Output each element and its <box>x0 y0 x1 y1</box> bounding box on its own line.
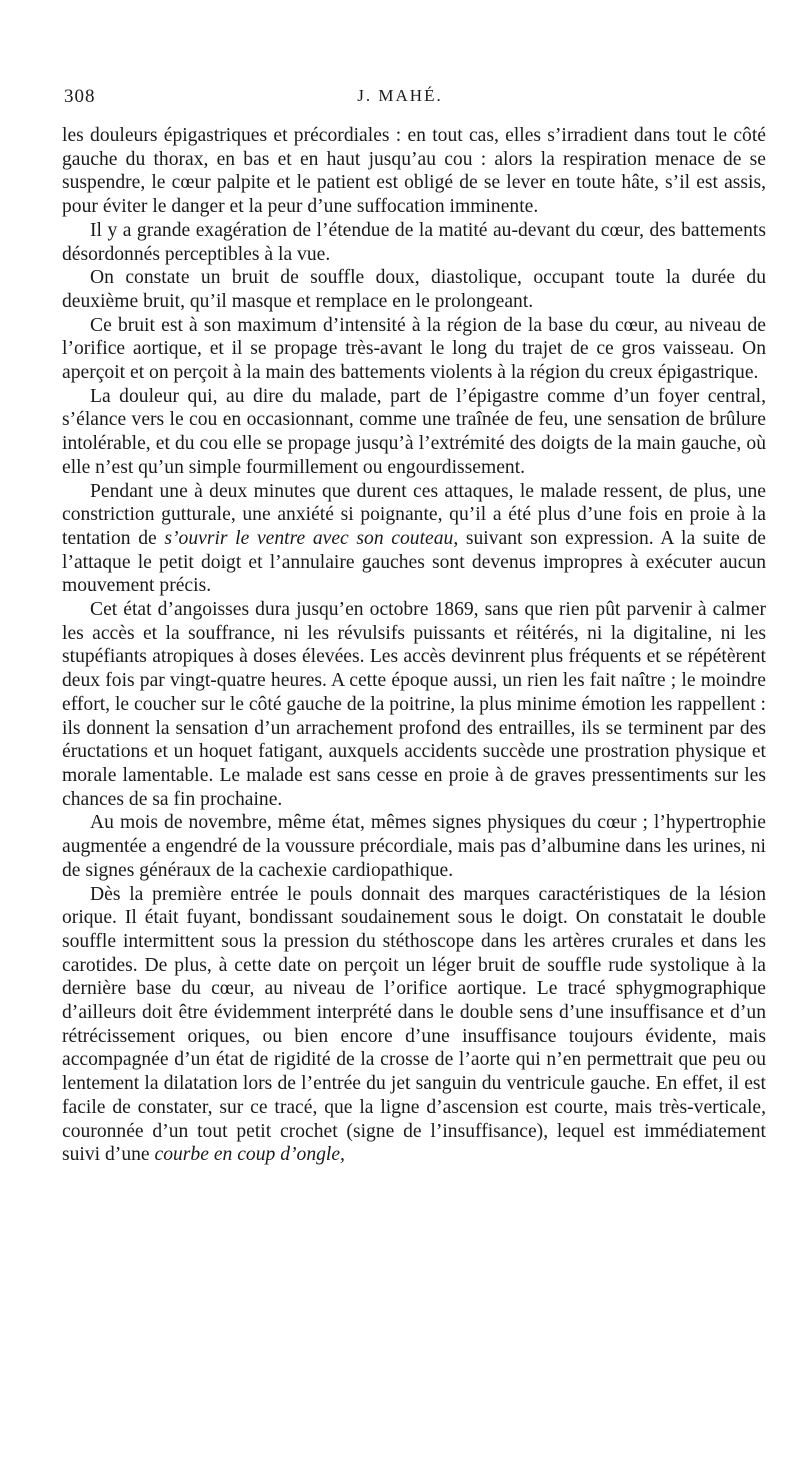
italic-phrase: courbe en coup d’ongle, <box>154 1144 345 1166</box>
text-run: les douleurs épigastriques et précordiales : en tout cas, elles s’irradient dans tout le côté gauche du thorax, en bas et en haut jusqu’au cou : alors la respiration menace de se suspendre, le cœur palpite et le patient est obligé de se lever en toute hâte, s’il est assis, pour éviter le danger et la peur d’une suffocation imminente. <box>62 125 766 218</box>
paragraph <box>62 385 766 480</box>
paragraph <box>62 266 766 313</box>
text-run: Pendant une à deux minutes que durent ces attaques, le malade ressent, de plus, une constriction gutturale, une anxiété si poignante, qu’il a été plus d’une fois en proie à la tentation de <box>62 480 766 549</box>
text-run: Cet état d’angoisses dura jusqu’en octobre 1869, sans que rien pût parvenir à calmer les accès et la souffrance, ni les révulsifs puissants et réitérés, ni la digitaline, ni les stupéfiants atropiques à doses élevées. Les accès devinrent plus fréquents et se répétèrent deux fois par vingt-quatre heures. A cette époque aussi, un rien les fait naître ; le moindre effort, le coucher sur le côté gauche de la poitrine, la plus minime émotion les rappellent : ils donnent la sensation d’un arrachement profond des entrailles, ils se terminent par des éructations et un hoquet fatigant, auxquels accidents succède une prostration physique et morale lamentable. Le malade est sans cesse en proie à de graves pressentiments sur les chances de sa fin prochaine. <box>62 599 766 810</box>
text-run: Dès la première entrée le pouls donnait des marques caractéristiques de la lésion orique. Il était fuyant, bondissant soudainement sous le doigt. On constatait le double souffle intermittent sous la pression du stéthoscope dans les artères crurales et dans les carotides. De plus, à cette date on perçoit un léger bruit de souffle rude systolique à la dernière base du cœur, au niveau de l’orifice aortique. Le tracé sphygmographique d’ailleurs doit être évidemment interprété dans le double sens d’une insuffisance et d’un rétrécissement oriques, ou bien encore d’une insuffisance toujours évidente, mais accompagnée d’un état de rigidité de la crosse de l’aorte qui n’en permettrait que peu ou lentement la dilatation lors de l’entrée du jet sanguin du ventricule gauche. En effet, il est facile de constater, sur ce tracé, que la ligne d’ascension est courte, mais très-verticale, couronnée d’un tout petit crochet (signe de l’insuffisance), lequel est immédiatement suivi d’une <box>62 883 766 1166</box>
text-run: On constate un bruit de souffle doux, diastolique, occupant toute la durée du deuxième bruit, qu’il masque et remplace en le prolongeant. <box>62 267 766 312</box>
italic-phrase: s’ouvrir le ventre avec son couteau <box>164 527 454 549</box>
paragraph <box>62 124 766 219</box>
text-run: Il y a grande exagération de l’étendue de la matité au-devant du cœur, des battements désordonnés perceptibles à la vue. <box>62 219 766 265</box>
text-run: Au mois de novembre, même état, mêmes signes physiques du cœur ; l’hypertrophie augmentée a engendré de la voussure précordiale, mais pas d’albumine dans les urines, ni de signes généraux de la cachexie cardiopathique. <box>62 812 766 881</box>
paragraph <box>62 811 766 882</box>
paragraph <box>62 314 766 385</box>
paragraph <box>62 883 766 1167</box>
text-run: Ce bruit est à son maximum d’intensité à la région de la base du cœur, au niveau de l’orifice aortique, et il se propage très-avant le long du trajet de ce gros vaisseau. On aperçoit et on perçoit à la main des battements violents à la région du creux épigastrique. <box>62 314 766 384</box>
page-header <box>56 86 744 112</box>
paragraph <box>62 598 766 811</box>
running-head: J. MAHÉ. <box>357 86 443 105</box>
text-run: , suivant son expression. A la suite de l’attaque le petit doigt et l’annulaire gauches sont devenus impropres à exécuter aucun mouvement précis. <box>62 527 766 597</box>
page-number: 308 <box>64 86 96 107</box>
paragraph <box>62 219 766 266</box>
paragraph <box>62 480 766 599</box>
text-run: La douleur qui, au dire du malade, part de l’épigastre comme d’un foyer central, s’élance vers le cou en occasionnant, comme une traînée de feu, une sensation de brûlure intolérable, et du cou elle se propage jusqu’à l’extrémité des doigts de la main gauche, où elle n’est qu’un simple fourmillement ou engourdissement. <box>62 385 766 478</box>
body-text <box>62 124 766 1167</box>
